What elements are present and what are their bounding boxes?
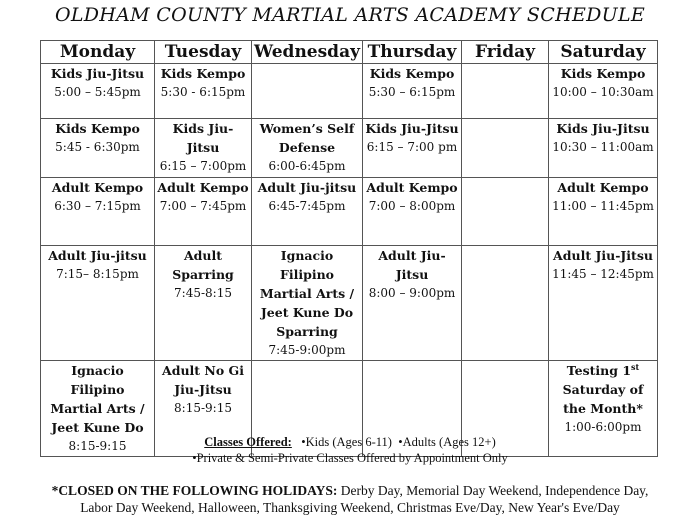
class-time: 8:00 – 9:00pm: [368, 286, 456, 300]
class-time: 5:00 – 5:45pm: [54, 85, 141, 99]
class-name: Kids Kempo: [560, 66, 646, 81]
class-time: 5:30 - 6:15pm: [160, 85, 246, 99]
class-time: 1:00-6:00pm: [564, 420, 642, 434]
schedule-cell: [462, 246, 549, 361]
class-time: 8:15-9:15: [174, 401, 232, 415]
schedule-cell: [41, 119, 155, 178]
testing-text: Testing 1: [566, 363, 632, 378]
class-time: 7:45-8:15: [174, 286, 232, 300]
class-time: 10:00 – 10:30am: [552, 85, 654, 99]
schedule-cell: [155, 178, 252, 246]
class-time: 6:00-6:45pm: [268, 159, 346, 173]
class-time: 8:15-9:15: [68, 439, 127, 453]
class-name: Kids Jiu-Jitsu: [365, 121, 459, 136]
holidays-label: *CLOSED ON THE FOLLOWING HOLIDAYS:: [51, 483, 338, 498]
classes-offered-line: [0, 434, 700, 450]
class-time: 7:15– 8:15pm: [56, 267, 139, 281]
day-header-tuesday: Tuesday: [155, 41, 252, 64]
schedule-cell: [252, 119, 363, 178]
schedule-cell: [549, 119, 658, 178]
holiday-closures: [0, 482, 700, 516]
holidays-line-1: [0, 482, 700, 499]
class-name: Kids Kempo: [369, 66, 455, 81]
class-name: Adult Kempo: [557, 180, 649, 195]
class-name: Kids Jiu-Jitsu: [172, 121, 234, 155]
schedule-cell: [549, 64, 658, 119]
class-name: Kids Kempo: [55, 121, 140, 136]
class-name: Adult Jiu-Jitsu: [378, 248, 446, 282]
class-time: 11:00 – 11:45pm: [552, 199, 654, 213]
class-time: 7:45-9:00pm: [268, 343, 346, 357]
schedule-cell: [462, 64, 549, 119]
schedule-cell: [155, 64, 252, 119]
classes-offered-label: Classes Offered:: [204, 435, 292, 449]
kids-ages: •Kids (Ages 6-11): [301, 435, 392, 449]
schedule-cell: [363, 246, 462, 361]
class-name: Adult Sparring: [172, 248, 234, 282]
schedule-cell: [462, 119, 549, 178]
class-name: Kids Jiu-Jitsu: [556, 121, 650, 136]
class-name: Kids Jiu-Jitsu: [50, 66, 145, 81]
class-name: Adult Kempo: [157, 180, 249, 195]
day-header-thursday: Thursday: [363, 41, 462, 64]
class-time: 6:30 – 7:15pm: [54, 199, 141, 213]
class-time: 10:30 – 11:00am: [552, 140, 654, 154]
holidays-list-1: Derby Day, Memorial Day Weekend, Independence Day,: [340, 483, 649, 498]
day-header-wednesday: Wednesday: [252, 41, 363, 64]
class-name: Ignacio Filipino Martial Arts / Jeet Kune Do: [50, 363, 145, 435]
schedule-cell: [41, 246, 155, 361]
class-name: Adult Jiu-jitsu: [48, 248, 147, 263]
schedule-cell: [363, 119, 462, 178]
class-name: Adult Kempo: [51, 180, 144, 195]
schedule-cell: [41, 64, 155, 119]
classes-offered-notes: [0, 434, 700, 466]
schedule-cell: [462, 178, 549, 246]
class-name: Adult No Gi Jiu-Jitsu: [162, 363, 244, 397]
day-header-saturday: Saturday: [549, 41, 658, 64]
class-time: 7:00 – 7:45pm: [159, 199, 247, 213]
class-name: Adult Jiu-Jitsu: [553, 248, 653, 263]
header-row: [41, 41, 658, 64]
day-header-monday: Monday: [41, 41, 155, 64]
page-title: OLDHAM COUNTY MARTIAL ARTS ACADEMY SCHEDULE: [54, 4, 646, 26]
class-time: 6:45-7:45pm: [268, 199, 346, 213]
class-name: [551, 361, 655, 418]
class-time: 5:30 – 6:15pm: [368, 85, 456, 99]
schedule-cell: [549, 178, 658, 246]
schedule-cell: [363, 178, 462, 246]
schedule-cell: [155, 246, 252, 361]
testing-text-rest: Saturday of the Month*: [562, 382, 644, 416]
class-name: Women’s Self Defense: [259, 121, 355, 155]
schedule-cell: [252, 178, 363, 246]
table-row: [41, 246, 658, 361]
class-time: 5:45 - 6:30pm: [55, 140, 140, 154]
class-time: 7:00 – 8:00pm: [368, 199, 456, 213]
schedule-cell: [252, 246, 363, 361]
class-time: 6:15 – 7:00pm: [159, 159, 247, 173]
schedule-cell: [549, 246, 658, 361]
class-name: Adult Jiu-jitsu: [257, 180, 357, 195]
schedule-cell: [41, 178, 155, 246]
class-name: Kids Kempo: [160, 66, 246, 81]
adults-ages: •Adults (Ages 12+): [398, 435, 496, 449]
table-row: [41, 178, 658, 246]
private-classes-note: •Private & Semi-Private Classes Offered by Appointment Only: [192, 451, 508, 465]
class-time: 11:45 – 12:45pm: [552, 267, 654, 281]
class-time: 6:15 – 7:00 pm: [366, 140, 458, 154]
schedule-cell: [363, 64, 462, 119]
holidays-line-2: Labor Day Weekend, Halloween, Thanksgiving Weekend, Christmas Eve/Day, New Year's Eve/Day: [80, 500, 620, 515]
class-name: Ignacio Filipino Martial Arts / Jeet Kune Do Sparring: [259, 248, 355, 339]
table-row: [41, 64, 658, 119]
schedule-cell: [252, 64, 363, 119]
table-row: [41, 119, 658, 178]
schedule-table: [40, 40, 658, 457]
class-name: Adult Kempo: [366, 180, 458, 195]
day-header-friday: Friday: [462, 41, 549, 64]
schedule-cell: [155, 119, 252, 178]
ordinal-suffix: st: [631, 361, 640, 372]
